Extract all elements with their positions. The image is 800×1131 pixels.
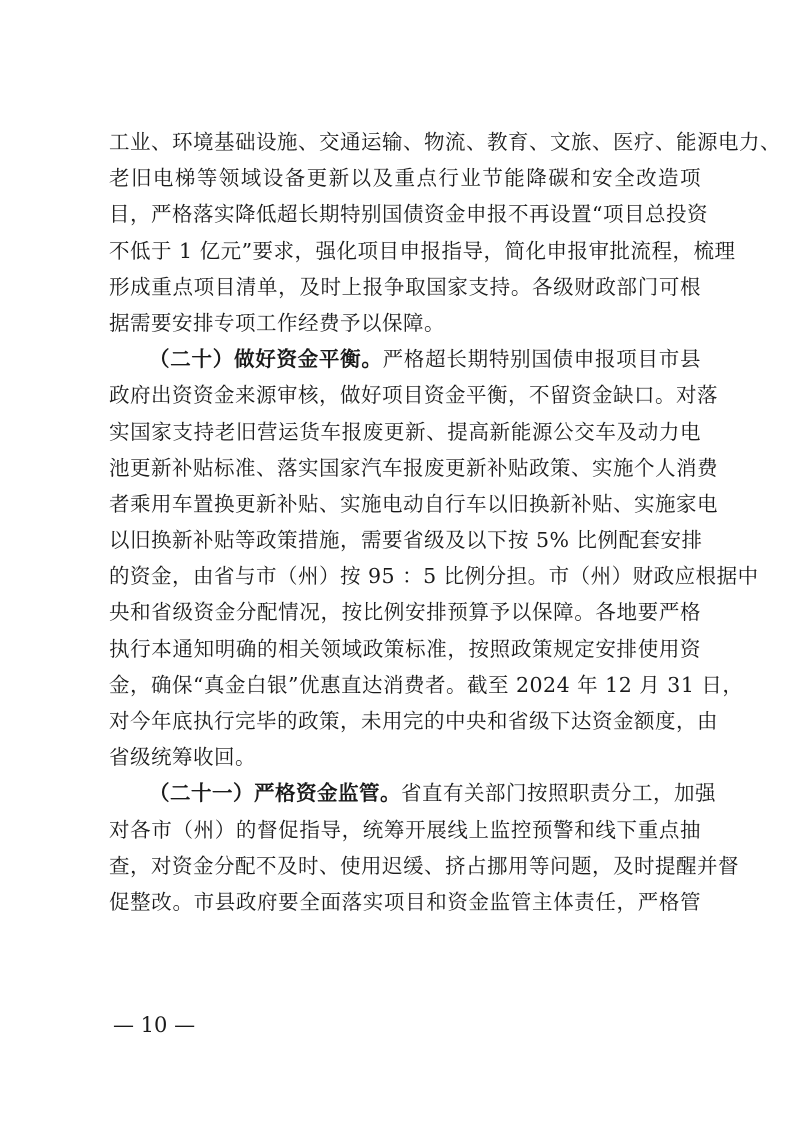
paragraph-1 [109, 124, 781, 341]
text-line: 据需要安排专项工作经费予以保障。 [109, 310, 445, 335]
text-line: 央和省级资金分配情况，按比例安排预算予以保障。各地要严格 [109, 600, 701, 625]
text-line: 的资金，由省与市（州）按 95 ：5 比例分担。市（州）财政应根据中 [109, 564, 759, 589]
paragraph-2 [109, 341, 759, 775]
text-line: 对今年底执行完毕的政策，未用完的中央和省级下达资金额度，由 [109, 709, 718, 733]
text-line: 老旧电梯等领域设备更新以及重点行业节能降碳和安全改造项 [109, 166, 701, 191]
text-line: 形成重点项目清单，及时上报争取国家支持。各级财政部门可根 [109, 274, 701, 299]
text-line: 查，对资金分配不及时、使用迟缓、挤占挪用等问题，及时提醒并督 [109, 853, 739, 878]
text-span: 省直有关部门按照职责分工，加强 [401, 781, 716, 806]
text-line: 实国家支持老旧营运货车报废更新、提高新能源公交车及动力电 [109, 419, 701, 444]
page-number: — 10 — [113, 1013, 196, 1037]
text-line: 池更新补贴标准、落实国家汽车报废更新补贴政策、实施个人消费 [109, 455, 718, 480]
paragraph-3 [109, 775, 739, 920]
text-line: 工业、环境基础设施、交通运输、物流、教育、文旅、医疗、能源电力、 [109, 130, 781, 154]
text-line-first [109, 341, 701, 377]
section-heading-21: （二十一）严格资金监管。 [149, 781, 401, 806]
text-line: 省级统筹收回。 [109, 745, 256, 770]
text-line: 金，确保“真金白银”优惠直达消费者。截至 2024 年 12 月 31 日， [109, 672, 744, 697]
text-line: 目，严格落实降低超长期特别国债资金申报不再设置“项目总投资 [109, 202, 708, 227]
text-line-first [109, 775, 716, 811]
text-line: 对各市（州）的督促指导，统筹开展线上监控预警和线下重点抽 [109, 817, 701, 842]
body-text [109, 124, 781, 920]
text-line: 不低于 1 亿元”要求，强化项目申报指导，简化申报审批流程，梳理 [109, 238, 736, 263]
text-line: 以旧换新补贴等政策措施，需要省级及以下按 5% 比例配套安排 [109, 528, 703, 553]
text-line: 促整改。市县政府要全面落实项目和资金监管主体责任，严格管 [109, 889, 701, 914]
text-span: 严格超长期特别国债申报项目市县 [382, 347, 701, 372]
text-line: 政府出资资金来源审核，做好项目资金平衡，不留资金缺口。对落 [109, 383, 718, 408]
section-heading-20: （二十）做好资金平衡。 [149, 347, 383, 372]
text-line: 者乘用车置换更新补贴、实施电动自行车以旧换新补贴、实施家电 [109, 491, 718, 516]
text-line: 执行本通知明确的相关领域政策标准，按照政策规定安排使用资 [109, 636, 701, 661]
